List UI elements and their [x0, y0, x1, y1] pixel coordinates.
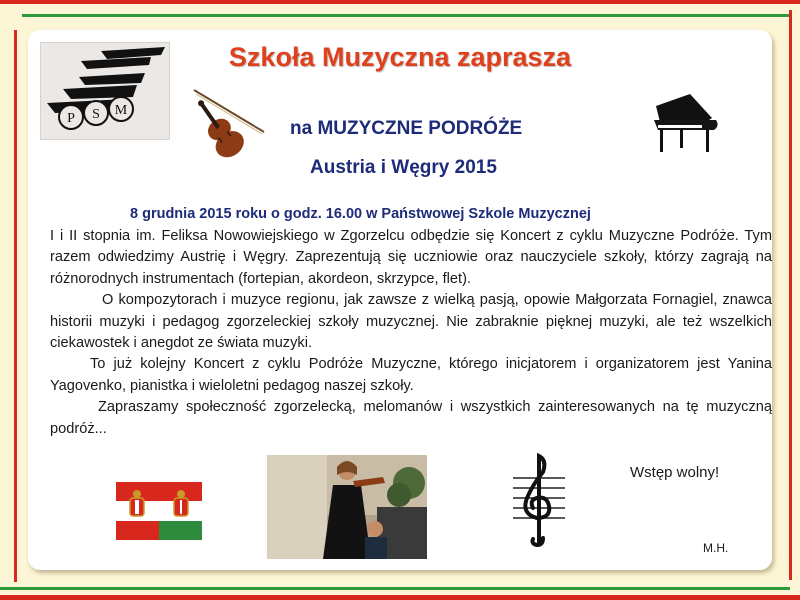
frame-bottom-green-stripe	[0, 587, 790, 590]
author-initials: M.H.	[703, 541, 729, 555]
event-description	[50, 226, 772, 440]
treble-clef-icon	[513, 450, 565, 550]
free-entry-note: Wstęp wolny!	[630, 464, 720, 481]
event-subtitle: na MUZYCZNE PODRÓŻE	[290, 118, 523, 139]
description-paragraph: I i II stopnia im. Feliksa Nowowiejskiego w Zgorzelcu odbędzie się Koncert z cyklu Muzyczne Podróże. Tym razem odwiedzimy Austrię i Węgry. Zaprezentują się uczniowie oraz nauczyciele szkoły, którzy zagrają na różnorodnych instrumentach (fortepian, akordeon, skrzypce, flet).	[50, 228, 772, 287]
austria-hungary-flag-icon	[116, 482, 202, 540]
frame-right-red-stripe	[789, 10, 792, 580]
description-paragraph: To już kolejny Koncert z cyklu Podróże Muzyczne, którego inicjatorem i organizatorem jest Yanina Yagovenko, pianistka i wieloletni pedagog naszej szkoły.	[50, 356, 772, 394]
event-countries-year: Austria i Węgry 2015	[310, 157, 497, 178]
logo-letter-p: P	[67, 111, 75, 126]
poster-title: Szkoła Muzyczna zaprasza	[228, 42, 572, 72]
frame-left-red-stripe	[14, 30, 17, 582]
frame-top-green-stripe	[22, 14, 790, 17]
frame-bottom-red-stripe	[0, 595, 800, 600]
frame-top-red-stripe	[0, 0, 800, 4]
logo-letter-m: M	[114, 103, 128, 118]
description-paragraph: Zapraszamy społeczność zgorzelecką, melomanów i wszystkich zainteresowanych na tę muzyczną podróż...	[50, 399, 772, 437]
event-date-line: 8 grudnia 2015 roku o godz. 16.00 w Państwowej Szkole Muzycznej	[130, 206, 591, 222]
grand-piano-icon	[650, 92, 720, 156]
violin-icon	[188, 88, 268, 164]
concert-photo	[267, 455, 427, 559]
description-paragraph: O kompozytorach i muzyce regionu, jak zawsze z wielką pasją, opowie Małgorzata Fornagiel, znawca historii muzyki i pedagog zgorzeleckiej szkoły muzycznej. Nie zabraknie pięknej muzyki, ale też wszelkich ciekawostek i anegdot ze świata muzyki.	[50, 292, 772, 352]
logo-letter-s: S	[92, 107, 100, 122]
